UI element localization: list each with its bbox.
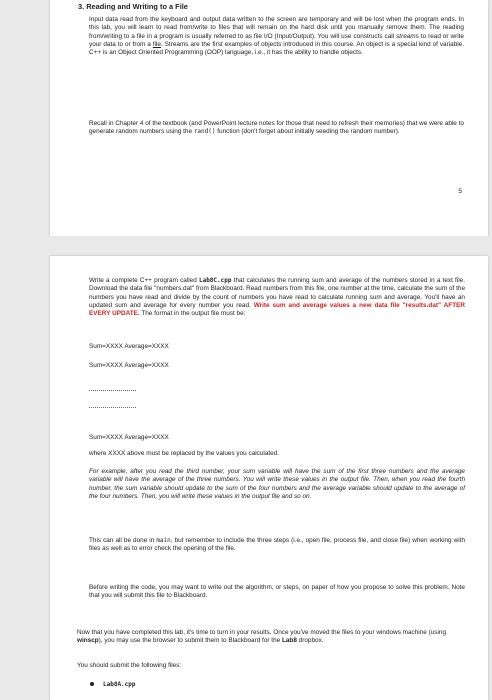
dotted-separator [89,390,136,391]
format-line: Sum=XXXX Average=XXXX [89,362,169,369]
page-number: 5 [458,188,462,195]
paragraph-example: For example, after you read the third number, your sum variable will have the sum of the first three numbers and the average variable will have the average of the three numbers. You will write these values in the output file. Then, when you read the fourth number, the sum variable should update to the sum of the four numbers and the average variable should update to the average of the four numbers. Then, you will write these values in the output file and so on. [89,468,465,500]
page-gap [0,236,492,256]
code-rand: rand() [193,128,216,136]
document-page-2 [50,256,488,700]
paragraph-lab8c: Write a complete C++ program called Lab8C.cpp that calculates the running sum and average of the numbers stored in a text file. Download the data file "numbers.dat" from Blackboard. Read numbers from this file, one number at the time, calculate the sum of the numbers you have read and divide by the count of numbers you have read to calculate running sum and average. You'll have an updated sum and average for every number you read. Write sum and average values a new data file "results.dat" AFTER EVERY UPDATE. The format in the output file must be: [89,277,465,318]
code-main: main [156,537,171,544]
paragraph-submit: Now that you have completed this lab, it's time to turn in your results. Once you've moved the files to your windows machine (using winscp), you may use the browser to submit them to Blackboard for the Lab8 dropbox. [77,629,447,645]
format-line: Sum=XXXX Average=XXXX [89,343,169,350]
paragraph-file-io: Input data read from the keyboard and output data written to the screen are temporary and will be lost when the program ends. In this lab, you will learn to read from/write to files that will remain on the hard disk until you manually remove them. The reading from/writing to a file in a program is usually referred to as file I/O (Input/Output). You will use constructs call streams to read or write your data to or from a file. Streams are the first examples of objects introduced in this course. An object is a special kind of variable. C++ is an Object Oriented Programming (OOP) language, i.e., it has the ability to handle objects. [89,16,465,57]
format-line: Sum=XXXX Average=XXXX [89,434,169,441]
paragraph-random-numbers: Recall in Chapter 4 of the textbook (and PowerPoint lecture notes for those that need to refresh their memories) that we were able to generate random numbers using the rand() function (don't forget about initially seeding the random number). [89,120,464,136]
bullet-icon [90,682,94,686]
file-list-item: Lab8A.cpp [90,681,136,688]
paragraph-main: This can all be done in main, but remember to include the three steps (i.e., open file, process file, and close file) when working with files as well as to error check the opening of the file. [89,537,465,553]
red-instruction: Write sum and average values a new data file "results.dat" AFTER EVERY UPDATE. [89,301,465,318]
document-page-1 [50,0,488,236]
paragraph-algorithm: Before writing the code, you may want to write out the algorithm, or steps, on paper of how you propose to solve this problem. Note that you will submit this file to Blackboard. [89,584,465,600]
section-title: 3. Reading and Writing to a File [78,2,188,11]
submit-files-line: You should submit the following files: [77,662,182,669]
where-line: where XXXX above must be replaced by the values you calculated. [89,450,280,457]
code-lab8c: Lab8C.cpp [198,277,232,284]
dotted-separator [89,407,136,408]
